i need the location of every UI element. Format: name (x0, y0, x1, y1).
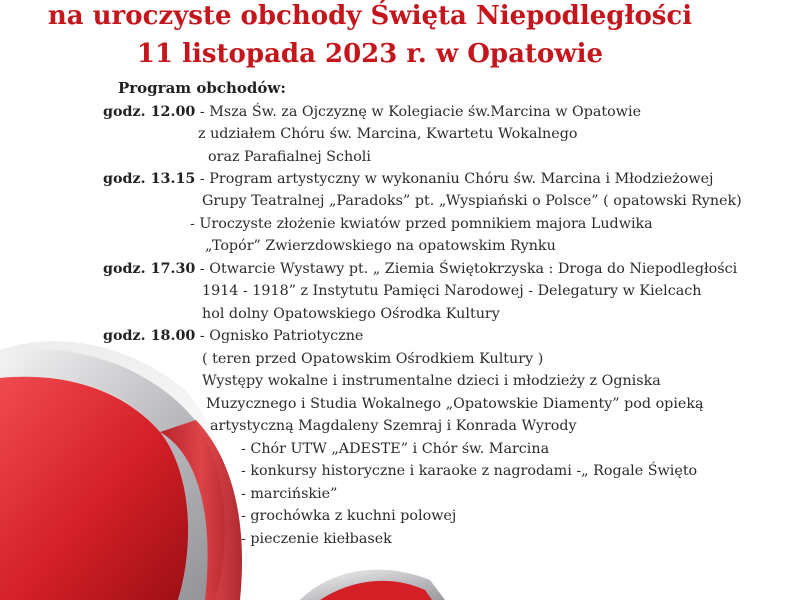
page-title-line-1: na uroczyste obchody Święta Niepodległości (47, 1, 693, 31)
program-item-4-text-6: - Chór UTW „ADESTE” i Chór św. Marcina (241, 441, 550, 457)
program-item-4-text-10: - pieczenie kiełbasek (241, 531, 392, 547)
program-item-1-text-3: oraz Parafialnej Scholi (208, 149, 371, 165)
program-item-4-text-5: artystyczną Magdaleny Szemraj i Konrada Wyrody (210, 418, 577, 434)
program-item-2-text-3: - Uroczyste złożenie kwiatów przed pomnikiem majora Ludwika (190, 216, 653, 232)
program-item-4-text-2: ( teren przed Opatowskim Ośrodkiem Kultury ) (202, 351, 544, 367)
program-item-1-text-1: - Msza Św. za Ojczyznę w Kolegiacie św.Marcina w Opatowie (199, 104, 642, 120)
program-item-2-text-1: - Program artystyczny w wykonaniu Chóru św. Marcina i Młodzieżowej (199, 171, 714, 187)
program-item-2-line-1 (103, 169, 713, 189)
program-item-2-time: godz. 13.15 (103, 171, 196, 187)
program-item-2-text-2: Grupy Teatralnej „Paradoks” pt. „Wyspiański o Polsce” ( opatowski Rynek) (202, 193, 742, 209)
program-item-4-time: godz. 18.00 (103, 328, 196, 344)
program-item-4-text-3: Występy wokalne i instrumentalne dzieci i młodzieży z Ogniska (202, 373, 661, 389)
program-item-4-text-8: - marcińskie” (241, 486, 338, 502)
program-item-4-text-9: - grochówka z kuchni polowej (241, 508, 457, 524)
program-item-3-line-1 (103, 259, 737, 279)
program-item-1-line-1 (103, 102, 641, 122)
program-item-3-text-3: hol dolny Opatowskiego Ośrodka Kultury (202, 306, 500, 322)
program-item-3-text-2: 1914 - 1918” z Instytutu Pamięci Narodowej - Delegatury w Kielcach (202, 283, 702, 299)
program-item-2-text-4: „Topór” Zwierzdowskiego na opatowskim Rynku (205, 238, 556, 254)
program-item-1-text-2: z udziałem Chóru św. Marcina, Kwartetu Wokalnego (198, 126, 578, 142)
program-item-4-text-4: Muzycznego i Studia Wokalnego „Opatowskie Diamenty” pod opieką (206, 396, 704, 412)
program-heading: Program obchodów: (118, 79, 286, 97)
program-item-4-text-7: - konkursy historyczne i karaoke z nagrodami -„ Rogale Święto (241, 463, 698, 479)
page-title-line-2: 11 listopada 2023 r. w Opatowie (136, 39, 604, 69)
program-item-4-text-1: - Ognisko Patriotyczne (199, 328, 364, 344)
program-item-4-line-1 (103, 326, 363, 346)
program-item-3-text-1: - Otwarcie Wystawy pt. „ Ziemia Świętokrzyska : Droga do Niepodległości (199, 261, 738, 277)
program-item-3-time: godz. 17.30 (103, 261, 196, 277)
program-item-1-time: godz. 12.00 (103, 104, 196, 120)
